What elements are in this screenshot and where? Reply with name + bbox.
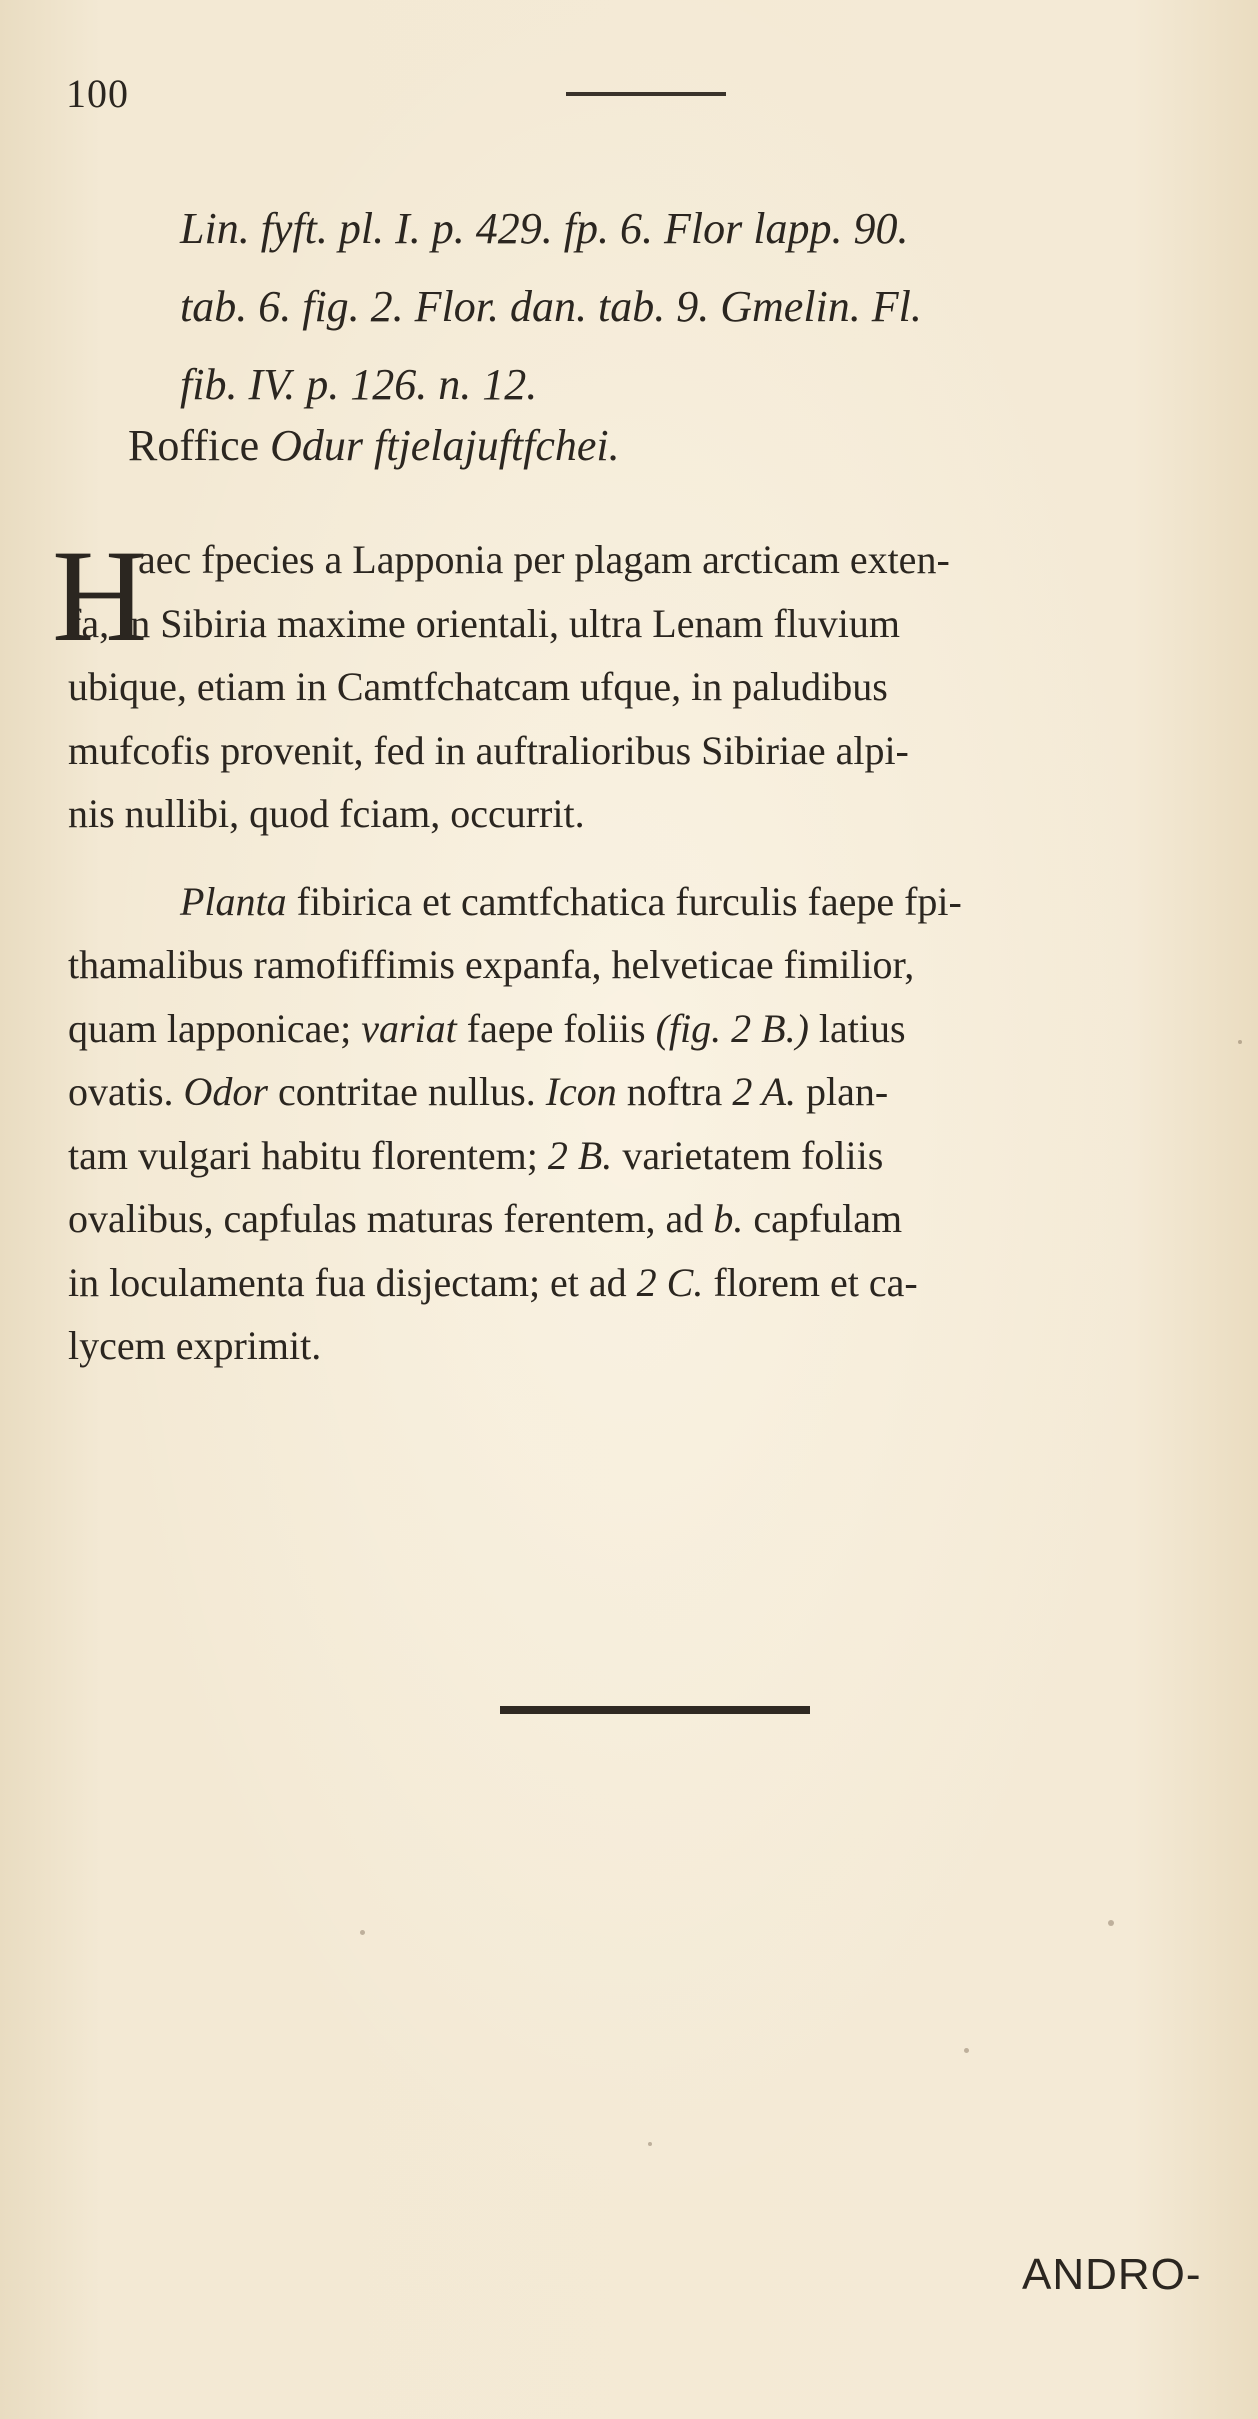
text-line xyxy=(68,1124,1228,1188)
text-run: fibirica et camtfchatica furculis faepe fpi- xyxy=(286,878,962,924)
reference-line: Lin. fyft. pl. I. p. 429. fp. 6. Flor lapp. 90. xyxy=(180,204,909,253)
page-number: 100 xyxy=(66,71,129,116)
paragraph-1 xyxy=(68,528,1228,846)
russian-label: Roffice xyxy=(128,421,260,470)
text-run: noftra xyxy=(616,1069,733,1114)
text-run: latius xyxy=(808,1005,906,1051)
text-line: fa, in Sibiria maxime orientali, ultra Lenam fluvium xyxy=(68,600,900,646)
paper-speck xyxy=(1238,1040,1242,1044)
text-line: mufcofis provenit, fed in auftralioribus Sibiriae alpi- xyxy=(68,727,909,773)
italic-term: variat xyxy=(361,1005,457,1051)
reference-line: tab. 6. fig. 2. Flor. dan. tab. 9. Gmelin. Fl. xyxy=(180,282,922,331)
russian-common-name: Odur ftjelajuftfchei. xyxy=(270,421,620,470)
text-line: nis nullibi, quod fciam, occurrit. xyxy=(68,791,585,836)
paper-speck xyxy=(1108,1920,1114,1926)
text-line: ubique, etiam in Camtfchatcam ufque, in paludibus xyxy=(68,664,888,709)
text-run: ovatis. xyxy=(68,1069,184,1114)
header-rule xyxy=(566,92,726,96)
references-block xyxy=(180,190,1220,424)
text-line: thamalibus ramofiffimis expanfa, helveticae fimilior, xyxy=(68,942,915,987)
text-line: lycem exprimit. xyxy=(68,1323,322,1368)
figure-reference: 2 B. xyxy=(547,1132,613,1178)
catchword: ANDRO- xyxy=(1022,2250,1202,2299)
text-run: tam vulgari habitu florentem; xyxy=(68,1132,548,1178)
text-line xyxy=(68,1251,1228,1315)
paper-speck xyxy=(648,2142,652,2146)
italic-term: Icon xyxy=(545,1069,617,1114)
italic-term: Odor xyxy=(183,1069,268,1114)
drop-cap: H xyxy=(52,522,148,669)
text-run: ovalibus, capfulas maturas ferentem, ad xyxy=(68,1196,714,1241)
paper-speck xyxy=(964,2048,969,2053)
text-run: capfulam xyxy=(743,1196,903,1241)
paper-speck xyxy=(360,1930,365,1935)
reference-line: fib. IV. p. 126. n. 12. xyxy=(180,360,538,409)
text-run: quam lapponicae; xyxy=(68,1005,362,1051)
text-run: contritae nullus. xyxy=(268,1069,546,1114)
body-text xyxy=(68,528,1228,1378)
paragraph-2 xyxy=(68,870,1228,1378)
figure-reference: (fig. 2 B.) xyxy=(655,1005,809,1051)
text-run: varietatem foliis xyxy=(612,1132,884,1178)
italic-term: Planta xyxy=(180,878,287,924)
text-line xyxy=(68,870,1228,934)
text-line xyxy=(68,1060,1228,1124)
text-line xyxy=(68,997,1228,1061)
figure-reference: 2 C. xyxy=(636,1259,704,1305)
text-run: plan- xyxy=(796,1069,889,1114)
figure-reference: b. xyxy=(713,1196,744,1241)
text-run: faepe foliis xyxy=(456,1005,656,1051)
text-run: florem et ca- xyxy=(703,1259,918,1305)
text-run: in loculamenta fua disjectam; et ad xyxy=(68,1259,637,1305)
figure-reference: 2 A. xyxy=(732,1069,797,1114)
text-line xyxy=(68,1187,1228,1251)
section-end-rule xyxy=(500,1706,810,1714)
russian-name-line xyxy=(128,420,620,471)
text-line: aec fpecies a Lapponia per plagam arcticam exten- xyxy=(138,537,950,582)
